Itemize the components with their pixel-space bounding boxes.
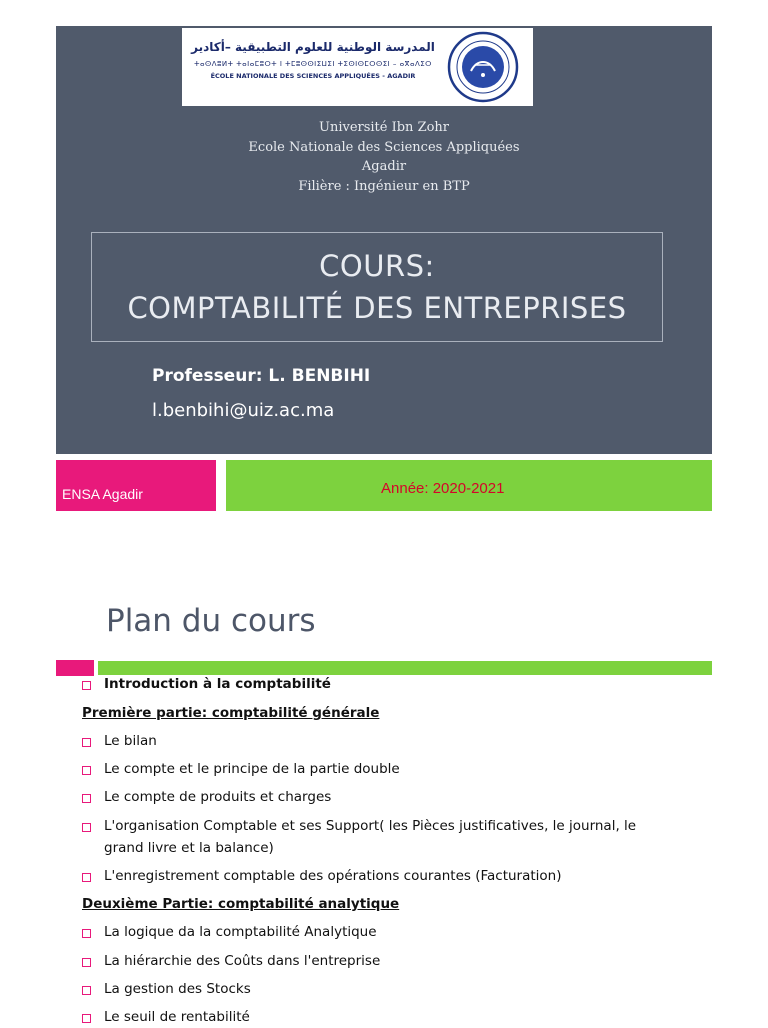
plan-title: Plan du cours <box>106 603 316 639</box>
university-seal-icon <box>447 31 519 103</box>
university-info <box>56 118 712 196</box>
bullet-icon <box>82 823 91 832</box>
plan-item: Le compte et le principe de la partie double <box>104 761 400 777</box>
plan-item-intro: Introduction à la comptabilité <box>104 676 331 692</box>
part2-heading: Deuxième Partie: comptabilité analytique <box>82 896 400 912</box>
part1-heading: Première partie: comptabilité générale <box>82 705 380 721</box>
program-name: Filière : Ingénieur en BTP <box>298 178 470 194</box>
professor-name: Professeur: L. BENBIHI <box>152 366 371 386</box>
bullet-icon <box>82 873 91 882</box>
plan-item: L'enregistrement comptable des opérations courantes (Facturation) <box>104 868 562 884</box>
city-name: Agadir <box>361 159 407 174</box>
footer-school-bar <box>56 460 216 511</box>
logo-tifinagh-text: ⵜⴰⵙⴷⵓⵍⵜ ⵜⴰⵏⴰⵎⵓⵔⵜ ⵏ ⵜⵎⵓⵙⵙⵏⵉⵡⵉⵏ ⵜⵉⵙⵏⵙⵎⵔⵙⵉⵏ – ⴰⴳⴰⴷⵉⵔ <box>194 60 432 68</box>
logo-arabic-text: المدرسة الوطنية للعلوم التطبيقية –أكادير <box>191 40 435 54</box>
school-name: Ecole Nationale des Sciences Appliquées <box>248 139 520 155</box>
footer-year-bar <box>226 460 712 511</box>
plan-item: Le seuil de rentabilité <box>104 1009 250 1025</box>
plan-item-continuation: grand livre et la balance) <box>104 840 274 856</box>
plan-accent-green <box>98 661 712 675</box>
plan-item: Le bilan <box>104 733 157 749</box>
footer-school-label: ENSA Agadir <box>62 486 143 502</box>
plan-item: L'organisation Comptable et ses Support( les Pièces justificatives, le journal, le <box>104 818 637 834</box>
professor-email: l.benbihi@uiz.ac.ma <box>152 400 335 421</box>
plan-item: La logique da la comptabilité Analytique <box>104 924 377 940</box>
bullet-icon <box>82 958 91 967</box>
bullet-icon <box>82 766 91 775</box>
academic-year: Année: 2020-2021 <box>381 480 505 497</box>
ensa-logo <box>182 28 533 106</box>
plan-item: La hiérarchie des Coûts dans l'entreprise <box>104 953 381 969</box>
bullet-icon <box>82 1014 91 1023</box>
bullet-icon <box>82 681 91 690</box>
logo-french-text: ÉCOLE NATIONALE DES SCIENCES APPLIQUÉES - AGADIR <box>210 72 416 80</box>
course-title-box <box>91 232 663 342</box>
plan-item: Le compte de produits et charges <box>104 789 332 805</box>
university-name: Université Ibn Zohr <box>318 120 450 135</box>
course-label: COURS: <box>319 249 435 283</box>
bullet-icon <box>82 738 91 747</box>
plan-accent-pink <box>56 660 94 676</box>
bullet-icon <box>82 794 91 803</box>
bullet-icon <box>82 986 91 995</box>
plan-item: La gestion des Stocks <box>104 981 251 997</box>
course-title: COMPTABILITÉ DES ENTREPRISES <box>127 291 627 325</box>
bullet-icon <box>82 929 91 938</box>
